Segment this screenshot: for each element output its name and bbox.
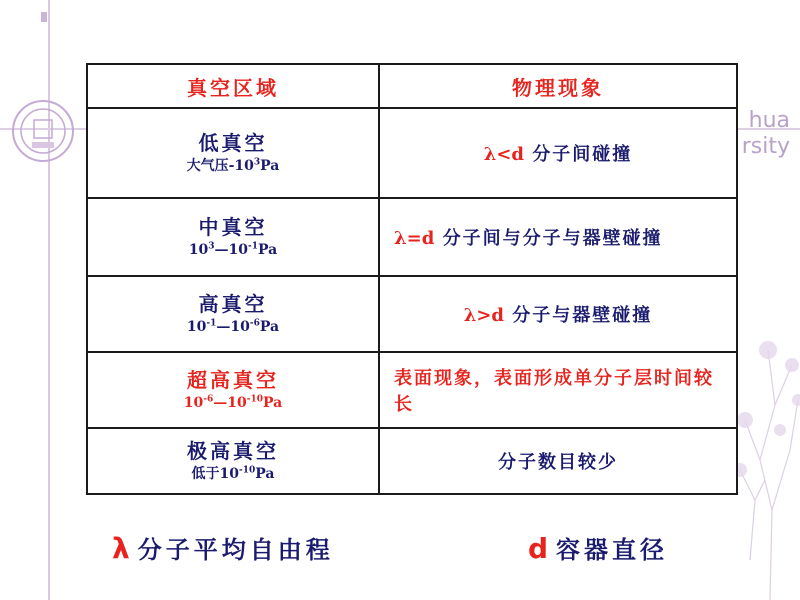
phenomenon-text: 分子数目较少 <box>498 452 618 473</box>
region-cell <box>87 108 379 198</box>
vacuum-regions-table <box>86 63 738 495</box>
university-name-fragment <box>742 108 790 160</box>
legend-d <box>528 530 668 565</box>
phenomenon-cell <box>379 352 737 428</box>
region-cell <box>87 276 379 352</box>
top-marker <box>41 12 47 22</box>
phenomenon-text: 表面现象，表面形成单分子层时间较长 <box>394 368 714 415</box>
mean-free-path-relation: λ=d <box>394 228 435 249</box>
header-physical-phenomenon: 物理现象 <box>379 64 737 108</box>
table-header-row <box>87 64 737 108</box>
left-border-line <box>48 0 50 600</box>
pressure-range: $10^{-6}—10^{-10}Pa$ <box>183 394 283 411</box>
d-symbol: d <box>528 532 549 565</box>
table-row <box>87 428 737 494</box>
region-name: 超高真空 <box>187 367 279 392</box>
region-cell <box>87 428 379 494</box>
d-definition: 容器直径 <box>556 536 669 564</box>
tree-decoration-icon <box>730 310 800 600</box>
pressure-range: 低于$10^{-10}Pa$ <box>191 465 275 482</box>
table-row <box>87 108 737 198</box>
table-row <box>87 352 737 428</box>
lambda-symbol: λ <box>112 532 130 565</box>
bg-text-line-1: hua <box>748 108 790 133</box>
mean-free-path-relation: λ>d <box>463 305 504 326</box>
region-name: 低真空 <box>198 130 268 155</box>
region-cell <box>87 198 379 276</box>
pressure-range: $10^3—10^{-1}Pa$ <box>188 241 278 258</box>
pressure-range: 大气压$-10^3Pa$ <box>186 157 280 174</box>
header-vacuum-region: 真空区域 <box>87 64 379 108</box>
phenomenon-text: 分子间与分子与器壁碰撞 <box>434 228 663 249</box>
legend-lambda <box>112 530 334 565</box>
phenomenon-text: 分子间碰撞 <box>524 144 633 165</box>
phenomenon-text: 分子与器壁碰撞 <box>504 305 653 326</box>
lambda-definition: 分子平均自由程 <box>137 536 334 564</box>
phenomenon-cell <box>379 428 737 494</box>
table-row <box>87 198 737 276</box>
region-name: 高真空 <box>198 291 268 316</box>
pressure-range: $10^{-1}—10^{-6}Pa$ <box>186 318 280 335</box>
region-name: 极高真空 <box>187 438 279 463</box>
region-cell <box>87 352 379 428</box>
phenomenon-cell <box>379 198 737 276</box>
phenomenon-cell <box>379 108 737 198</box>
region-name: 中真空 <box>198 214 268 239</box>
mean-free-path-relation: λ<d <box>483 144 524 165</box>
table-row <box>87 276 737 352</box>
phenomenon-cell <box>379 276 737 352</box>
bg-text-line-2: rsity <box>741 134 790 159</box>
university-seal-icon <box>10 98 76 164</box>
